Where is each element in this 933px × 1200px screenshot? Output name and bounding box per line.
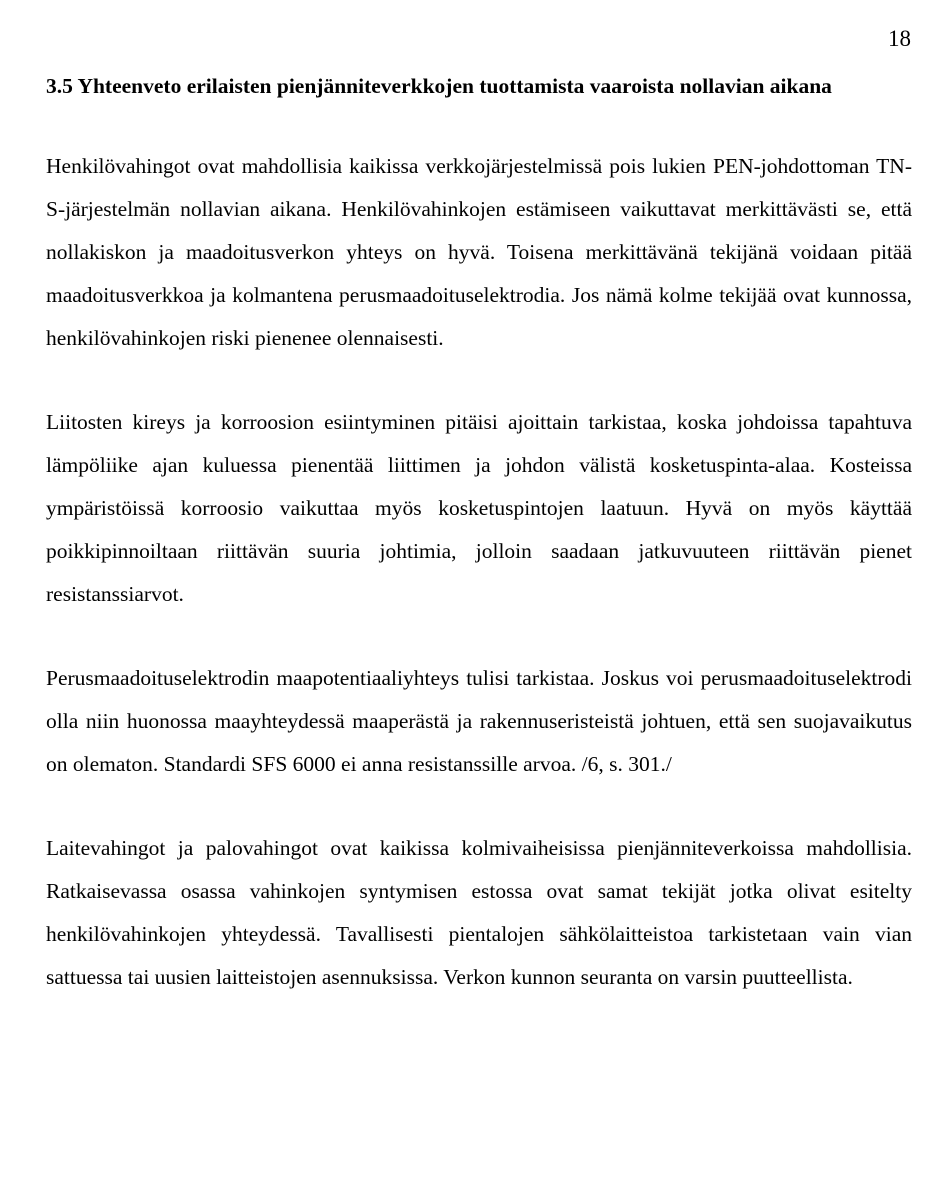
paragraph-personal-injuries: Henkilövahingot ovat mahdollisia kaikissa verkkojärjestelmissä pois lukien PEN-johdottoman TN-S-järjestelmän nollavian aikana. Henkilövahinkojen estämiseen vaikuttavat merkittävästi se, että nollakiskon ja maadoitusverkon yhteys on hyvä. Toisena merkittävänä tekijänä voidaan pitää maadoitusverkkoa ja kolmantena perusmaadoituselektrodia. Jos nämä kolme tekijää ovat kunnossa, henkilövahinkojen riski pienenee olennaisesti.: [46, 154, 912, 350]
paragraph-connections-corrosion: Liitosten kireys ja korroosion esiintyminen pitäisi ajoittain tarkistaa, koska johdoissa tapahtuva lämpöliike ajan kuluessa pienentää liittimen ja johdon välistä kosketuspinta-alaa. Kosteissa ympäristöissä korroosio vaikuttaa myös kosketuspintojen laatuun. Hyvä on myös käyttää poikkipinnoiltaan riittävän suuria johtimia, jolloin saadaan jatkuvuuteen riittävän pienet resistanssiarvot.: [46, 410, 912, 606]
paragraph-earthing-electrode: Perusmaadoituselektrodin maapotentiaaliyhteys tulisi tarkistaa. Joskus voi perusmaadoituselektrodi olla niin huonossa maayhteydessä maaperästä ja rakennuseristeistä johtuen, että sen suojavaikutus on olematon. Standardi SFS 6000 ei anna resistanssille arvoa. /6, s. 301./: [46, 666, 912, 776]
document-body: [46, 65, 912, 1040]
page-number: 18: [888, 26, 911, 51]
paragraph-equipment-fire-damage: Laitevahingot ja palovahingot ovat kaikissa kolmivaiheisissa pienjänniteverkoissa mahdollisia. Ratkaisevassa osassa vahinkojen syntymisen estossa ovat samat tekijät jotka olivat esitelty henkilövahinkojen yhteydessä. Tavallisesti pientalojen sähkölaitteistoa tarkistetaan vain vian sattuessa tai uusien laitteistojen asennuksissa. Verkon kunnon seuranta on varsin puutteellista.: [46, 836, 912, 989]
section-heading: 3.5 Yhteenveto erilaisten pienjänniteverkkojen tuottamista vaaroista nollavian aikana: [46, 74, 832, 98]
